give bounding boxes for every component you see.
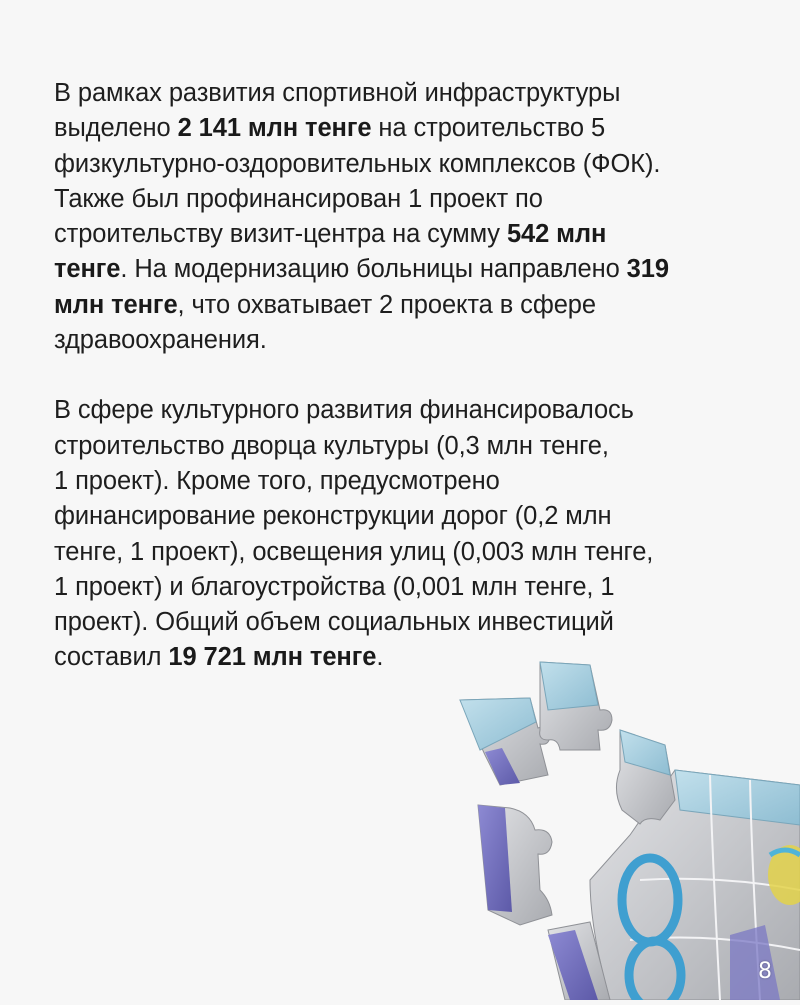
text-line xyxy=(54,217,754,252)
paragraph-sports-health xyxy=(54,76,754,358)
text-line xyxy=(54,535,754,570)
highlight-amount: 2 141 млн тенге xyxy=(177,114,372,143)
text-segment: строительству визит-центра на сумму xyxy=(54,220,507,249)
text-segment: Также был профинансирован 1 проект по xyxy=(54,184,543,213)
text-line xyxy=(54,147,754,182)
text-segment: физкультурно-оздоровительных комплексов (ФОК). xyxy=(54,149,661,178)
text-segment: В сфере культурного развития финансировалось xyxy=(54,396,634,425)
text-line xyxy=(54,252,754,287)
text-segment: . На модернизацию больницы направлено xyxy=(120,255,627,284)
paragraph-culture-infrastructure xyxy=(54,393,754,675)
text-line xyxy=(54,76,754,111)
text-line xyxy=(54,499,754,534)
text-segment: 1 проект) и благоустройства (0,001 млн тенге, 1 xyxy=(54,572,615,601)
text-segment: проект). Общий объем социальных инвестиций xyxy=(54,608,614,637)
text-segment: составил xyxy=(54,643,169,672)
text-segment: , что охватывает 2 проекта в сфере xyxy=(177,290,596,319)
text-segment: В рамках развития спортивной инфраструктуры xyxy=(54,79,621,107)
text-line xyxy=(54,182,754,217)
text-segment: . xyxy=(376,643,384,672)
text-segment: здравоохранения. xyxy=(54,326,267,355)
text-line xyxy=(54,111,754,146)
highlight-amount: 319 xyxy=(626,255,669,284)
highlight-amount: тенге xyxy=(54,255,121,284)
text-line xyxy=(54,393,754,428)
article-body xyxy=(54,76,754,676)
highlight-amount: млн тенге xyxy=(54,290,178,319)
text-line xyxy=(54,464,754,499)
text-segment: выделено xyxy=(54,114,178,143)
puzzle-pieces-illustration xyxy=(440,650,800,1000)
text-line xyxy=(54,570,754,605)
text-line xyxy=(54,288,754,323)
text-line xyxy=(54,605,754,640)
highlight-amount: 19 721 млн тенге xyxy=(168,643,377,672)
page-number: 8 xyxy=(758,959,772,984)
text-segment: 1 проект). Кроме того, предусмотрено xyxy=(54,466,500,495)
highlight-amount: 542 млн xyxy=(506,220,607,249)
text-segment: на строительство 5 xyxy=(371,114,606,143)
text-segment: строительство дворца культуры (0,3 млн тенге, xyxy=(54,431,609,460)
text-segment: финансирование реконструкции дорог (0,2 млн xyxy=(54,502,612,531)
text-segment: тенге, 1 проект), освещения улиц (0,003 млн тенге, xyxy=(54,537,654,566)
text-line xyxy=(54,323,754,358)
text-line xyxy=(54,429,754,464)
